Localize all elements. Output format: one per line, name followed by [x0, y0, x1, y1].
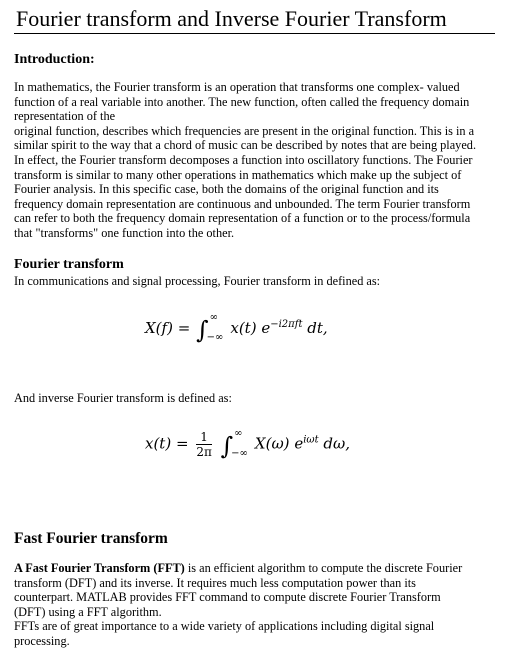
fft-line: A Fast Fourier Transform (FFT) is an efficient algorithm to compute the discrete Fourier	[14, 561, 463, 575]
fourier-intro-text: In communications and signal processing, Fourier transform in defined as:	[14, 274, 381, 288]
intro-line: can refer to both the frequency domain representation of a function or to the process/formula	[14, 211, 471, 226]
intro-line: Fourier analysis. In this specific case, both the domains of the original function and its	[14, 182, 439, 197]
fft-paragraph	[14, 561, 504, 649]
intro-line: similar spirit to the way that a chord of music can be described by notes that are being played.	[14, 138, 477, 153]
title-underline	[14, 33, 495, 34]
introduction-paragraph	[14, 80, 504, 241]
intro-line: function of a real variable into another. The new function, often called the frequency domain	[14, 94, 470, 109]
fft-line: (DFT) using a FFT algorithm.	[14, 604, 162, 619]
fft-line: processing.	[14, 633, 70, 648]
inverse-intro-text: And inverse Fourier transform is defined as:	[14, 391, 232, 405]
intro-line: In effect, the Fourier transform decomposes a function into oscillatory functions. The Fourier	[14, 152, 473, 167]
page-title: Fourier transform and Inverse Fourier Transform	[16, 6, 447, 31]
fft-line: counterpart. MATLAB provides FFT command to compute discrete Fourier Transform	[14, 590, 441, 605]
intro-line: frequency domain representation are continuous and unbounded. The term Fourier transform	[14, 196, 471, 211]
fourier-transform-heading: Fourier transform	[14, 257, 124, 272]
introduction-heading: Introduction:	[14, 52, 95, 67]
fourier-transform-equation: X(f) = ∫ ∞ −∞ x(t) $e^{-i2\pi ft}$ dt,	[145, 312, 328, 344]
fft-line: FFTs are of great importance to a wide variety of applications including digital signal	[14, 619, 435, 634]
intro-line: original function, describes which frequencies are present in the original function. This is in a	[14, 123, 475, 138]
intro-line: In mathematics, the Fourier transform is an operation that transforms one complex- valued	[14, 80, 460, 94]
intro-line: transform is similar to many other operations in mathematics which make up the subject of	[14, 167, 462, 182]
inverse-fourier-equation: x(t) = $\frac{1}{2\pi}$ ∫ ∞ −∞ X(ω) $e^{i\omega t}$ dω,	[145, 427, 350, 460]
fft-line: transform (DFT) and its inverse. It requires much less computation power than its	[14, 575, 416, 590]
intro-line: representation of the	[14, 109, 116, 124]
fft-heading: Fast Fourier transform	[14, 530, 168, 547]
intro-line: that "transforms" one function into the other.	[14, 225, 235, 240]
